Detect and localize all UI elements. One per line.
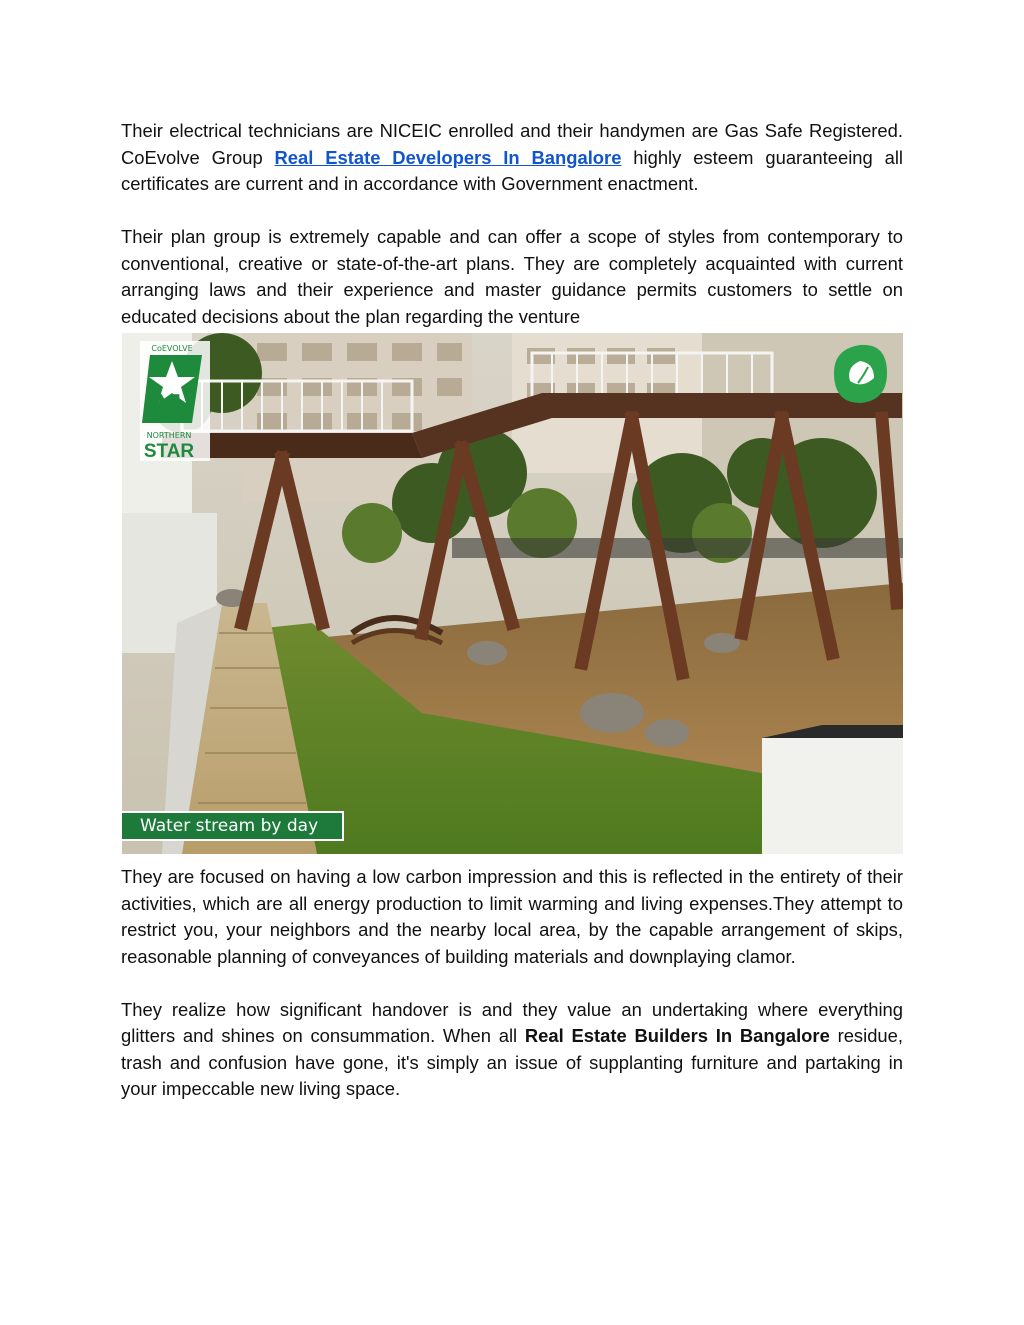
paragraph-4 (121, 997, 903, 1103)
photo-caption: Water stream by day (140, 816, 319, 836)
paragraph-1-text-end: highly esteem guaranteeing all certificates are current and in accordance with Government enactment. (121, 146, 903, 194)
paragraph-4-text-end: residue, trash and confusion have gone, it's simply an issue of supplanting furniture and partaking in your impeccable new living space. (121, 1025, 903, 1099)
garden-scene-illustration (122, 333, 903, 854)
logo-line1: NORTHERN (146, 431, 192, 440)
real-estate-builders-bold: Real Estate Builders In Bangalore (524, 1025, 830, 1046)
real-estate-developers-link[interactable]: Real Estate Developers In Bangalore (274, 146, 622, 168)
garden-photo (122, 333, 903, 854)
logo-brand: CoEVOLVE (151, 344, 193, 353)
logo-line2: STAR (143, 441, 195, 462)
document-page (121, 118, 903, 1103)
photo-caption-box (122, 811, 344, 841)
paragraph-2: Their plan group is extremely capable and can offer a scope of styles from contemporary to conventional, creative or state-of-the-art plans. They are completely acquainted with current arranging laws and their experience and master guidance permits customers to settle on educated decisions about the plan regarding the venture (121, 226, 903, 327)
paragraph-3: They are focused on having a low carbon impression and this is reflected in the entirety of their activities, which are all energy production to limit warming and living expenses.They attempt to restrict you, your neighbors and the nearby local area, by the capable arrangement of skips, reasonable planning of conveyances of building materials and downplaying clamor. (121, 866, 903, 967)
leaf-badge-icon (834, 345, 887, 403)
logo-letter: N (151, 385, 183, 432)
paragraph-4-text-start: They realize how significant handover is and they value an undertaking where everything glitters and shines on consummation. When all (121, 998, 903, 1046)
northern-star-logo (140, 341, 210, 462)
paragraph-1-text-start: Their electrical technicians are NICEIC enrolled and their handymen are Gas Safe Registered. CoEvolve Group (121, 120, 903, 168)
paragraph-1 (121, 118, 903, 198)
